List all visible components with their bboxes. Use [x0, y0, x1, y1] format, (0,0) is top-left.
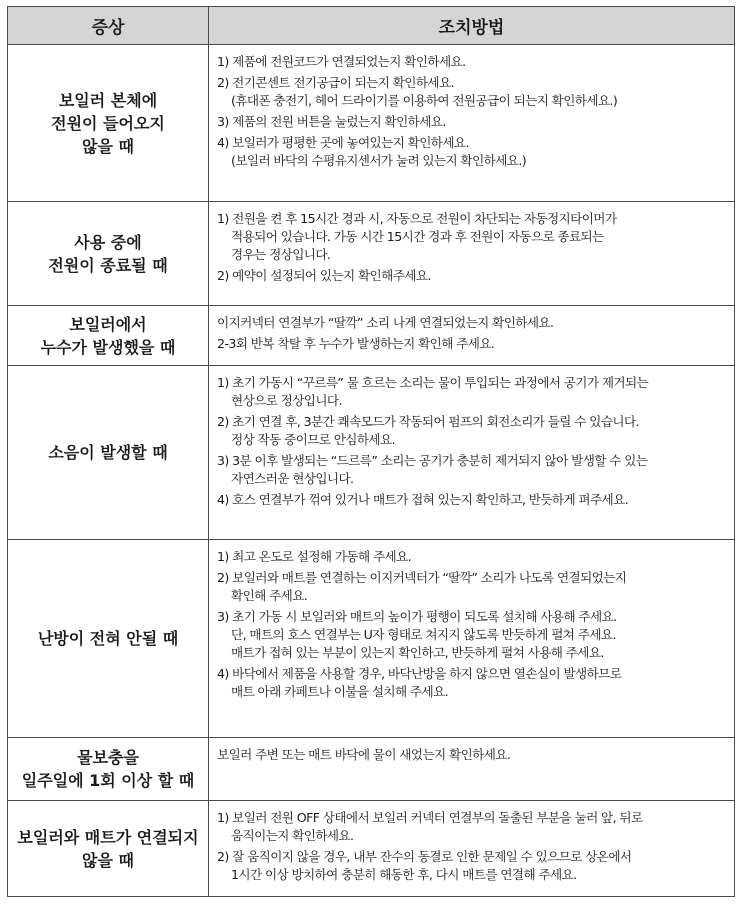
action-line: 움직이는지 확인하세요.	[231, 828, 354, 843]
action-item	[217, 413, 730, 449]
action-item	[217, 665, 730, 701]
symptom-line: 전원이 들어오지	[51, 113, 165, 133]
action-line: 1) 제품에 전원코드가 연결되었는지 확인하세요.	[217, 54, 466, 69]
action-item	[217, 548, 730, 566]
action-line: 단, 매트의 호스 연결부는 U자 형태로 쳐지지 않도록 반듯하게 펼쳐 주세요.	[231, 627, 616, 642]
symptom-cell	[8, 801, 209, 897]
symptom-line: 물보충을	[77, 748, 139, 767]
symptom-line: 일주일에 1회 이상 할 때	[21, 771, 195, 790]
action-line: 1) 초기 가동시 “꾸르륵” 물 흐르는 소리는 물이 투입되는 과정에서 공기가 제거되는	[217, 375, 649, 390]
header-symptom: 증상	[8, 7, 209, 45]
action-item	[217, 452, 730, 488]
action-cell	[209, 45, 735, 202]
action-line: 1) 보일러 전원 OFF 상태에서 보일러 커넥터 연결부의 돌출된 부분을 눌러 앞, 뒤로	[217, 810, 643, 825]
action-line: 3) 제품의 전원 버튼을 눌렀는지 확인하세요.	[217, 114, 446, 129]
troubleshooting-table	[7, 6, 735, 897]
table-row	[8, 738, 735, 801]
action-line: 2) 초기 연결 후, 3분간 쾌속모드가 작동되어 펌프의 회전소리가 들릴 수 있습니다.	[217, 414, 639, 429]
action-line: 현상으로 정상입니다.	[231, 393, 342, 408]
action-item	[217, 335, 730, 353]
header-action: 조치방법	[209, 7, 735, 45]
table-row	[8, 306, 735, 366]
symptom-line: 않을 때	[82, 136, 134, 156]
action-item	[217, 267, 730, 285]
action-item	[217, 74, 730, 110]
action-line: 2) 잘 움직이지 않을 경우, 내부 잔수의 동결로 인한 문제일 수 있으므로 상온에서	[217, 849, 632, 864]
action-line: 보일러 주변 또는 매트 바닥에 물이 새었는지 확인하세요.	[217, 747, 511, 762]
symptom-line: 난방이 전혀 안될 때	[37, 629, 179, 648]
table-body	[8, 45, 735, 897]
action-line: 1) 최고 온도로 설정해 가동해 주세요.	[217, 549, 412, 564]
action-line: 매트 아래 카페트나 이불을 설치해 주세요.	[231, 684, 449, 699]
action-item	[217, 374, 730, 410]
action-item	[217, 134, 730, 170]
action-item	[217, 569, 730, 605]
action-line: 매트가 접혀 있는 부분이 있는지 확인하고, 반듯하게 펼쳐 사용해 주세요.	[231, 645, 604, 660]
action-line: 2-3회 반복 착탈 후 누수가 발생하는지 확인해 주세요.	[217, 336, 495, 351]
action-item	[217, 809, 730, 845]
action-line: (보일러 바닥의 수평유지센서가 눌려 있는지 확인하세요.)	[231, 153, 527, 168]
symptom-line: 전원이 종료될 때	[48, 255, 168, 275]
action-line: 1) 전원을 켠 후 15시간 경과 시, 자동으로 전원이 차단되는 자동정지타이머가	[217, 211, 617, 226]
table-row	[8, 202, 735, 306]
action-line: 3) 3분 이후 발생되는 “드르륵” 소리는 공기가 충분히 제거되지 않아 발생할 수 있는	[217, 453, 648, 468]
symptom-line: 않을 때	[82, 850, 134, 870]
action-line: 4) 호스 연결부가 꺾여 있거나 매트가 접혀 있는지 확인하고, 반듯하게 펴주세요.	[217, 492, 629, 507]
action-cell	[209, 738, 735, 801]
action-line: 2) 보일러와 매트를 연결하는 이지커넥터가 “딸깍” 소리가 나도록 연결되었는지	[217, 570, 627, 585]
symptom-cell	[8, 366, 209, 540]
action-cell	[209, 801, 735, 897]
action-item	[217, 314, 730, 332]
action-item	[217, 53, 730, 71]
action-line: 1시간 이상 방치하여 충분히 해동한 후, 다시 매트를 연결해 주세요.	[231, 867, 577, 882]
action-line: 정상 작동 중이므로 안심하세요.	[231, 432, 395, 447]
action-line: 이지커넥터 연결부가 “딸깍” 소리 나게 연결되었는지 확인하세요.	[217, 315, 554, 330]
action-line: 2) 전기콘센트 전기공급이 되는지 확인하세요.	[217, 75, 454, 90]
symptom-line: 보일러에서	[69, 314, 147, 334]
symptom-cell	[8, 738, 209, 801]
action-item	[217, 608, 730, 662]
symptom-line: 누수가 발생했을 때	[40, 337, 176, 357]
action-cell	[209, 540, 735, 738]
action-line: 3) 초기 가동 시 보일러와 매트의 높이가 평행이 되도록 설치해 사용해 주세요.	[217, 609, 617, 624]
symptom-line: 보일러와 매트가 연결되지	[17, 827, 199, 847]
action-item	[217, 210, 730, 264]
table-header-row	[8, 7, 735, 45]
symptom-cell	[8, 306, 209, 366]
symptom-line: 사용 중에	[74, 232, 142, 252]
symptom-line: 보일러 본체에	[58, 90, 158, 110]
symptom-cell	[8, 45, 209, 202]
table-row	[8, 540, 735, 738]
action-line: 경우는 정상입니다.	[231, 247, 331, 262]
action-item	[217, 113, 730, 131]
action-line: 자연스러운 현상입니다.	[231, 471, 354, 486]
symptom-cell	[8, 540, 209, 738]
action-item	[217, 746, 730, 764]
symptom-cell	[8, 202, 209, 306]
action-line: (휴대폰 충전기, 헤어 드라이기를 이용하여 전원공급이 되는지 확인하세요.)	[231, 93, 618, 108]
table-row	[8, 45, 735, 202]
action-line: 적용되어 있습니다. 가동 시간 15시간 경과 후 전원이 자동으로 종료되는	[231, 229, 604, 244]
action-line: 4) 바닥에서 제품을 사용할 경우, 바닥난방을 하지 않으면 열손실이 발생하므로	[217, 666, 622, 681]
action-line: 4) 보일러가 평평한 곳에 놓여있는지 확인하세요.	[217, 135, 469, 150]
action-cell	[209, 202, 735, 306]
action-item	[217, 848, 730, 884]
action-cell	[209, 306, 735, 366]
action-item	[217, 491, 730, 509]
action-line: 2) 예약이 설정되어 있는지 확인해주세요.	[217, 268, 431, 283]
table-row	[8, 366, 735, 540]
table-row	[8, 801, 735, 897]
action-line: 확인해 주세요.	[231, 588, 308, 603]
action-cell	[209, 366, 735, 540]
symptom-line: 소음이 발생할 때	[48, 443, 168, 462]
